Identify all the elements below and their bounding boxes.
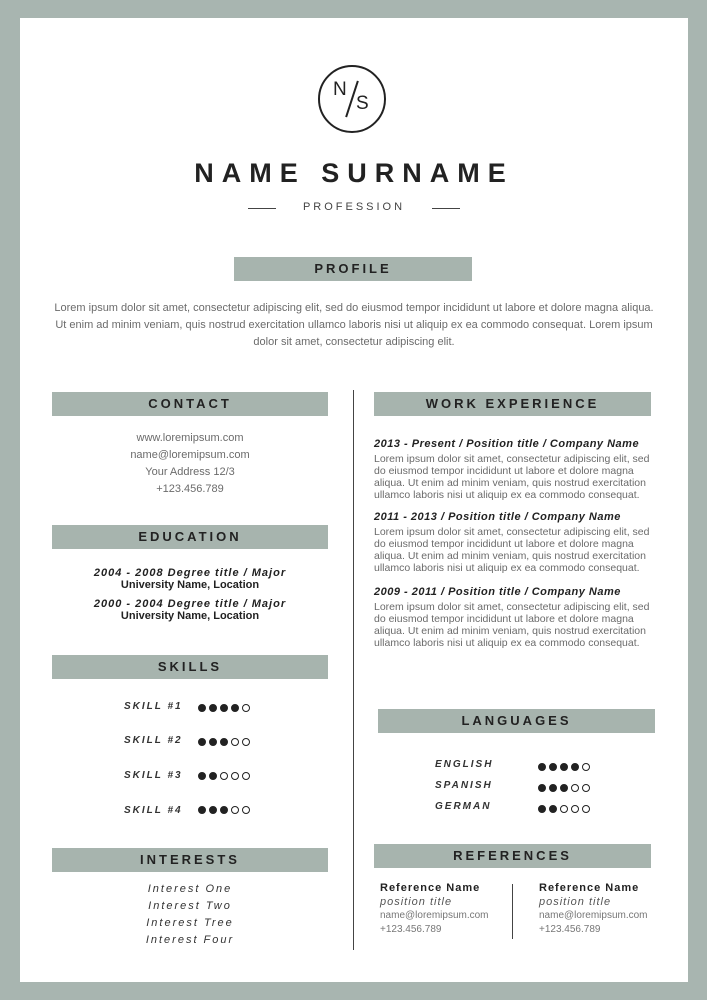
interest-item: Interest Tree: [146, 917, 234, 929]
reference-email[interactable]: name@loremipsum.com: [380, 910, 489, 921]
rating-dot-empty: [571, 784, 579, 792]
rating-dot-filled: [220, 738, 228, 746]
contact-website[interactable]: www.loremipsum.com: [136, 432, 244, 444]
skill-rating: [198, 704, 250, 712]
job-title: 2011 - 2013 / Position title / Company Name: [374, 511, 621, 523]
profile-heading: PROFILE: [234, 257, 472, 281]
rating-dot-filled: [209, 704, 217, 712]
skill-rating: [198, 738, 250, 746]
contact-phone: +123.456.789: [156, 483, 224, 495]
reference-position: position title: [380, 896, 453, 908]
interests-heading: INTERESTS: [52, 848, 328, 872]
education-item-title: 2004 - 2008 Degree title / Major: [93, 567, 287, 579]
monogram-logo: [318, 65, 386, 133]
rating-dot-filled: [209, 806, 217, 814]
job-description: Lorem ipsum dolor sit amet, consectetur adipiscing elit, sed do eiusmod tempor incididunt ut labore et dolore magna aliqua. Ut enim ad minim veniam, quis nostrud exercitation ullamco laboris nisi ut aliquip ex ea commodo consequat.: [374, 453, 650, 501]
skill-name: SKILL #3: [124, 770, 183, 781]
rating-dot-empty: [582, 784, 590, 792]
rating-dot-empty: [242, 738, 250, 746]
column-divider: [353, 390, 354, 950]
interest-item: Interest Two: [148, 900, 232, 912]
reference-divider: [512, 884, 513, 939]
rating-dot-filled: [231, 704, 239, 712]
reference-card: [539, 881, 669, 937]
rating-dot-filled: [198, 806, 206, 814]
language-name: SPANISH: [435, 780, 493, 791]
contact-address: Your Address 12/3: [145, 466, 235, 478]
full-name: NAME SURNAME: [194, 158, 514, 188]
rating-dot-filled: [198, 772, 206, 780]
interest-item: Interest One: [147, 883, 233, 895]
rating-dot-empty: [560, 805, 568, 813]
rating-dot-filled: [538, 784, 546, 792]
rating-dot-filled: [220, 704, 228, 712]
rating-dot-empty: [242, 704, 250, 712]
contact-list: [52, 430, 328, 498]
interests-list: [52, 881, 328, 949]
rating-dot-filled: [198, 738, 206, 746]
contact-email[interactable]: name@loremipsum.com: [130, 449, 250, 461]
rating-dot-empty: [231, 806, 239, 814]
skill-name: SKILL #2: [124, 735, 183, 746]
interest-item: Interest Four: [145, 934, 235, 946]
resume-sheet: [20, 18, 688, 982]
reference-card: [380, 881, 505, 937]
rating-dot-filled: [538, 763, 546, 771]
rating-dot-empty: [571, 805, 579, 813]
rating-dot-empty: [582, 805, 590, 813]
reference-email[interactable]: name@loremipsum.com: [539, 910, 648, 921]
references-heading: REFERENCES: [374, 844, 651, 868]
reference-name: Reference Name: [539, 882, 640, 894]
education-item-title: 2000 - 2004 Degree title / Major: [93, 598, 287, 610]
skill-name: SKILL #4: [124, 805, 183, 816]
job-title: 2013 - Present / Position title / Company Name: [374, 438, 640, 450]
rating-dot-empty: [220, 772, 228, 780]
job-description: Lorem ipsum dolor sit amet, consectetur adipiscing elit, sed do eiusmod tempor incididunt ut labore et dolore magna aliqua. Ut enim ad minim veniam, quis nostrud exercitation ullamco laboris nisi ut aliquip ex ea commodo consequat.: [374, 526, 650, 574]
skill-name: SKILL #1: [124, 701, 183, 712]
rating-dot-filled: [538, 805, 546, 813]
reference-phone: +123.456.789: [380, 924, 442, 935]
skill-rating: [198, 806, 250, 814]
skills-heading: SKILLS: [52, 655, 328, 679]
skill-rating: [198, 772, 250, 780]
monogram-left-letter: N: [333, 79, 347, 100]
rating-dot-filled: [198, 704, 206, 712]
monogram-right-letter: S: [356, 93, 369, 114]
language-name: ENGLISH: [435, 759, 494, 770]
reference-position: position title: [539, 896, 612, 908]
rating-dot-empty: [231, 772, 239, 780]
rating-dot-empty: [582, 763, 590, 771]
education-item-place: University Name, Location: [120, 579, 260, 591]
rating-dot-filled: [220, 806, 228, 814]
profession: PROFESSION: [302, 201, 406, 213]
rating-dot-filled: [209, 772, 217, 780]
rating-dot-filled: [549, 763, 557, 771]
work-experience-heading: WORK EXPERIENCE: [374, 392, 651, 416]
education-list: [52, 567, 328, 622]
language-name: GERMAN: [435, 801, 492, 812]
rating-dot-filled: [571, 763, 579, 771]
language-rating: [538, 784, 590, 792]
education-heading: EDUCATION: [52, 525, 328, 549]
reference-phone: +123.456.789: [539, 924, 601, 935]
rating-dot-filled: [560, 784, 568, 792]
reference-name: Reference Name: [380, 882, 481, 894]
rating-dot-empty: [231, 738, 239, 746]
profession-right-rule: [432, 208, 460, 209]
rating-dot-empty: [242, 772, 250, 780]
profile-text: Lorem ipsum dolor sit amet, consectetur adipiscing elit, sed do eiusmod tempor incididunt ut labore et dolore magna aliqua. Ut enim ad minim veniam, quis nostrud exercitation ullamco laboris nisi ut aliquip ex ea commodo consequat. Lorem ipsum dolor sit amet, consectetur adipiscing elit.: [54, 302, 654, 348]
language-rating: [538, 763, 590, 771]
rating-dot-filled: [549, 784, 557, 792]
rating-dot-filled: [560, 763, 568, 771]
languages-heading: LANGUAGES: [378, 709, 655, 733]
language-rating: [538, 805, 590, 813]
job-description: Lorem ipsum dolor sit amet, consectetur adipiscing elit, sed do eiusmod tempor incididunt ut labore et dolore magna aliqua. Ut enim ad minim veniam, quis nostrud exercitation ullamco laboris nisi ut aliquip ex ea commodo consequat.: [374, 601, 650, 649]
contact-heading: CONTACT: [52, 392, 328, 416]
rating-dot-empty: [242, 806, 250, 814]
job-title: 2009 - 2011 / Position title / Company Name: [374, 586, 621, 598]
rating-dot-filled: [209, 738, 217, 746]
education-item-place: University Name, Location: [120, 610, 260, 622]
work-experience-list: [374, 438, 654, 649]
rating-dot-filled: [549, 805, 557, 813]
